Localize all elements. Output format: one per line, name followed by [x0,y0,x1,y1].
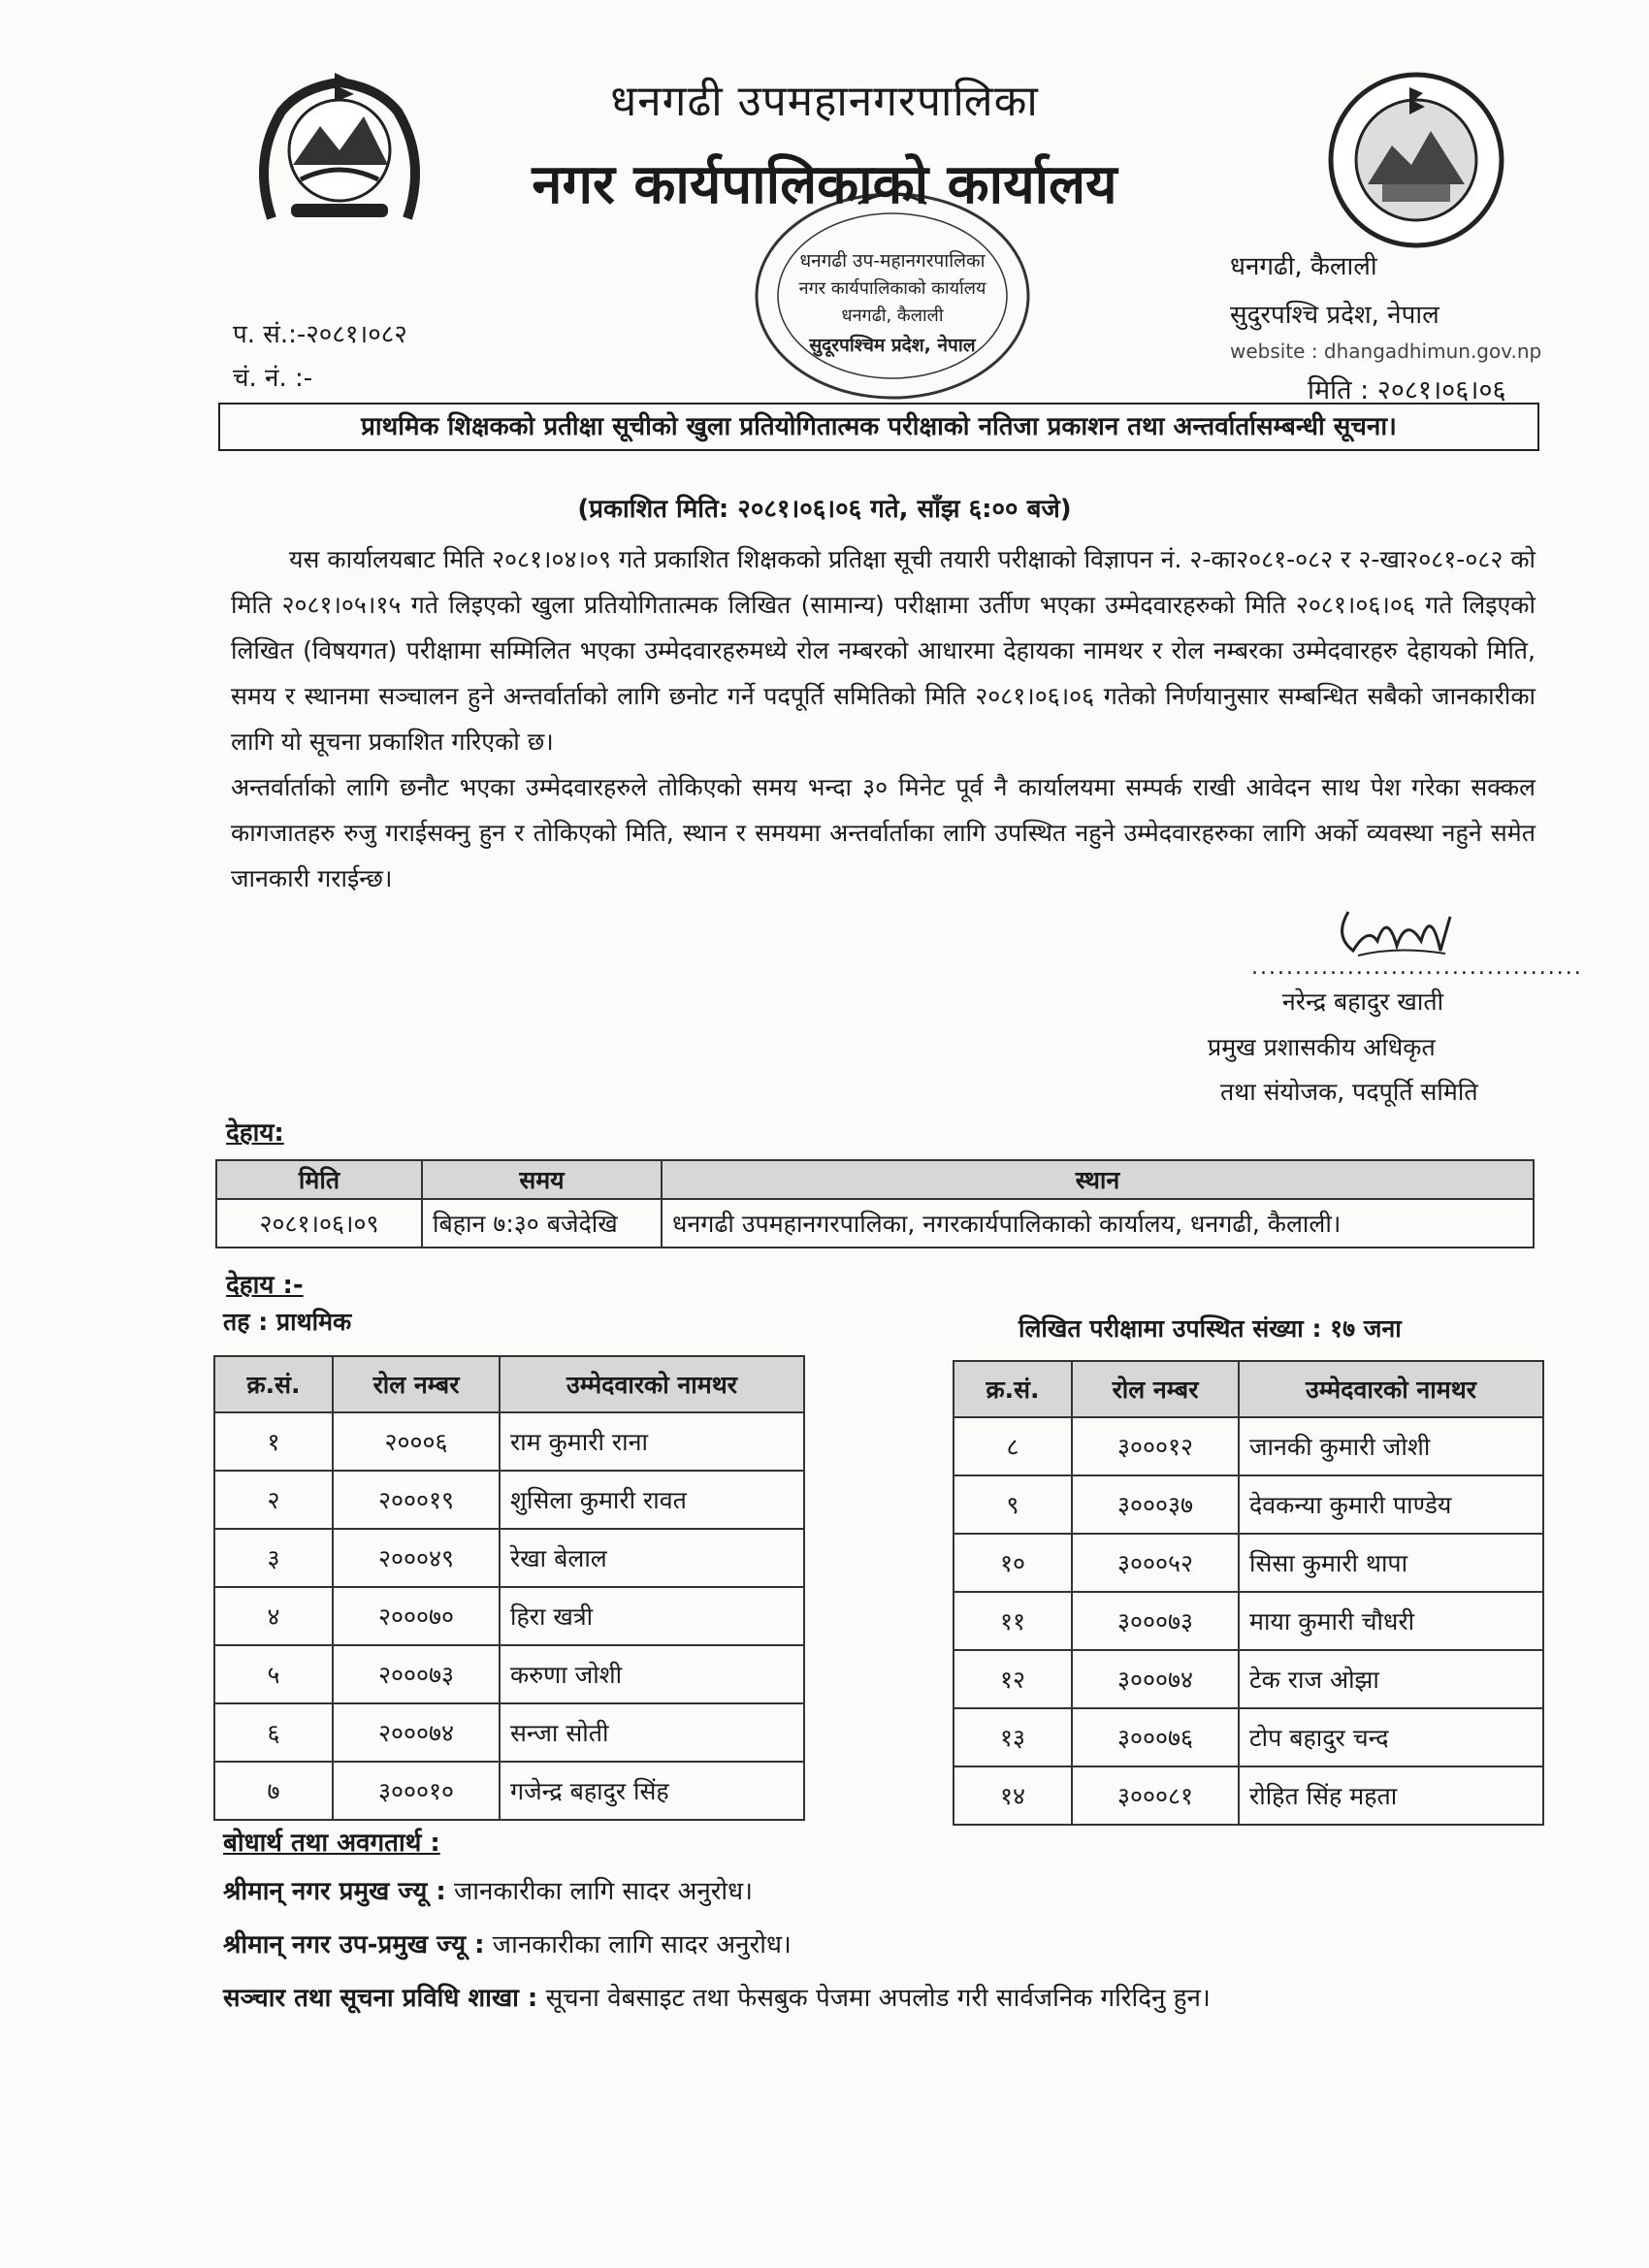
candidate-table-right [953,1360,1544,1826]
cc-row-it-section [223,1979,1211,2014]
svg-text:सुदूरपश्चिम प्रदेश, नेपाल: सुदूरपश्चिम प्रदेश, नेपाल [809,335,976,356]
candidate-roll: २०००६ [333,1412,500,1471]
cc-row-mayor [223,1872,753,1907]
svg-text:धनगढी उप-महानगरपालिका: धनगढी उप-महानगरपालिका [799,250,986,272]
table-row [954,1534,1543,1592]
interview-schedule-table [215,1159,1535,1248]
cc-message: जानकारीका लागि सादर अनुरोध। [484,1930,792,1960]
table-row [214,1412,804,1471]
table-row [954,1766,1543,1825]
notice-paragraph-1: यस कार्यालयबाट मिति २०८१।०४।०९ गते प्रकाशित शिक्षकको प्रतिक्षा सूची तयारी परीक्षाको विज्ञापन नं. २-का२०८१-०८२ र २-खा२०८१-०८२ को मिति २०८१।०५।१५ गते लिइएको खुला प्रतियोगितात्मक लिखित (सामान्य) परीक्षामा उर्तीण भएका उम्मेदवारहरुको मिति २०८१।०६।०६ गते लिइएको लिखित (विषयगत) परीक्षामा सम्मिलित भएका उम्मेदवारहरुमध्ये रोल नम्बरको आधारमा देहायका नामथर र रोल नम्बरका उम्मेदवारहरु देहायको मिति, समय र स्थानमा सञ्चालन हुने अन्तर्वार्ताको लागि छनोट गर्ने पदपूर्ति समितिको मिति २०८१।०६।०६ गतेको निर्णयानुसार सम्बन्धित सबैको जानकारीका लागि यो सूचना प्रकाशित गरिएको छ। [231,545,1536,756]
table-row [954,1475,1543,1534]
candidate-serial: ५ [214,1645,333,1703]
signatory-name: नरेन्द्र बहादुर खाती [1281,988,1444,1016]
candidate-name: राम कुमारी राना [500,1412,804,1471]
schedule-date: २०८१।०६।०९ [216,1199,422,1247]
candidate-roll: ३०००७३ [1072,1592,1239,1650]
candidate-name: सिसा कुमारी थापा [1239,1534,1543,1592]
dispatch-number: चं. नं. :- [233,364,313,393]
schedule-time: बिहान ७:३० बजेदेखि [422,1199,662,1247]
letter-date: मिति : २०८१।०६।०६ [1308,375,1506,405]
schedule-header-place: स्थान [662,1160,1534,1199]
table-row [214,1762,804,1820]
candidates-heading: देहाय :- [226,1271,304,1300]
cc-recipient: श्रीमान् नगर प्रमुख ज्यू : [223,1877,446,1906]
candidate-roll: २०००१९ [333,1471,500,1529]
col-name: उम्मेदवारको नामथर [500,1356,804,1412]
col-serial: क्र.सं. [954,1361,1072,1417]
table-row [214,1471,804,1529]
table-row [216,1199,1534,1247]
cc-message: जानकारीका लागि सादर अनुरोध। [445,1877,754,1906]
cc-recipient: श्रीमान् नगर उप-प्रमुख ज्यू : [223,1930,485,1960]
col-roll: रोल नम्बर [1072,1361,1239,1417]
col-name: उम्मेदवारको नामथर [1239,1361,1543,1417]
candidate-serial: २ [214,1471,333,1529]
candidate-roll: २०००४९ [333,1529,500,1587]
candidate-table-left [213,1355,805,1821]
notice-body [231,536,1536,901]
candidate-name: शुसिला कुमारी रावत [500,1471,804,1529]
candidate-serial: १२ [954,1650,1072,1708]
published-date: (प्रकाशित मिति: २०८१।०६।०६ गते, साँझ ६:०० बजे) [577,495,1072,524]
candidate-roll: ३०००७६ [1072,1708,1239,1766]
schedule-heading: देहाय: [226,1118,284,1148]
cc-heading: बोधार्थ तथा अवगतार्थ : [223,1829,440,1858]
candidate-name: हिरा खत्री [500,1587,804,1645]
candidate-roll: ३०००३७ [1072,1475,1239,1534]
candidate-roll: ३०००५२ [1072,1534,1239,1592]
candidate-roll: २०००७४ [333,1703,500,1762]
table-row [214,1703,804,1762]
candidate-serial: ६ [214,1703,333,1762]
candidate-name: करुणा जोशी [500,1645,804,1703]
attendance-count: लिखित परीक्षामा उपस्थित संख्या : १७ जना [1018,1314,1402,1343]
cc-recipient: सञ्चार तथा सूचना प्रविधि शाखा : [223,1984,538,2013]
signature-line: ...................................... [1251,956,1583,980]
office-name: नगर कार्यपालिकाको कार्यालय [532,153,1117,216]
svg-text:धनगढी, कैलाली: धनगढी, कैलाली [841,306,944,326]
schedule-place: धनगढी उपमहानगरपालिका, नगरकार्यपालिकाको कार्यालय, धनगढी, कैलाली। [662,1199,1534,1247]
cc-row-deputy-mayor [223,1926,792,1960]
candidate-serial: १४ [954,1766,1072,1825]
table-row [954,1417,1543,1475]
level-label: तह : प्राथमिक [223,1308,352,1336]
candidate-serial: १० [954,1534,1072,1592]
schedule-header-date: मिति [216,1160,422,1199]
reference-number: प. सं.:-२०८१।०८२ [233,320,407,349]
table-row [214,1645,804,1703]
candidate-name: टोप बहादुर चन्द [1239,1708,1543,1766]
candidate-serial: ७ [214,1762,333,1820]
candidate-serial: १३ [954,1708,1072,1766]
candidate-roll: २०००७३ [333,1645,500,1703]
candidate-name: रेखा बेलाल [500,1529,804,1587]
candidate-name: देवकन्या कुमारी पाण्डेय [1239,1475,1543,1534]
schedule-header-time: समय [422,1160,662,1199]
svg-text:नगर कार्यपालिकाको कार्यालय: नगर कार्यपालिकाको कार्यालय [798,278,986,299]
candidate-roll: २०००७० [333,1587,500,1645]
municipality-name: धनगढी उपमहानगरपालिका [610,77,1039,126]
table-row [954,1650,1543,1708]
col-roll: रोल नम्बर [333,1356,500,1412]
candidate-serial: ३ [214,1529,333,1587]
candidate-serial: ८ [954,1417,1072,1475]
signatory-role: तथा संयोजक, पदपूर्ति समिति [1220,1078,1478,1106]
candidate-roll: ३०००१० [333,1762,500,1820]
address-city: धनगढी, कैलाली [1230,252,1377,281]
signatory-title: प्रमुख प्रशासकीय अधिकृत [1208,1033,1436,1061]
candidate-serial: १ [214,1412,333,1471]
candidate-name: सन्जा सोती [500,1703,804,1762]
candidate-name: माया कुमारी चौधरी [1239,1592,1543,1650]
table-row [214,1587,804,1645]
candidate-serial: ११ [954,1592,1072,1650]
candidate-name: जानकी कुमारी जोशी [1239,1417,1543,1475]
signature [1222,897,1513,994]
candidate-roll: ३०००७४ [1072,1650,1239,1708]
candidate-serial: ४ [214,1587,333,1645]
table-row [214,1529,804,1587]
table-row [954,1708,1543,1766]
table-row [954,1592,1543,1650]
candidate-name: रोहित सिंह महता [1239,1766,1543,1825]
cc-message: सूचना वेबसाइट तथा फेसबुक पेजमा अपलोड गरी सार्वजनिक गरिदिनु हुन। [537,1984,1211,2013]
address-province: सुदुरपश्चि प्रदेश, नेपाल [1230,301,1439,330]
candidate-roll: ३०००८१ [1072,1766,1239,1825]
candidate-name: टेक राज ओझा [1239,1650,1543,1708]
candidate-name: गजेन्द्र बहादुर सिंह [500,1762,804,1820]
notice-subject: प्राथमिक शिक्षकको प्रतीक्षा सूचीको खुला प्रतियोगितात्मक परीक्षाको नतिजा प्रकाशन तथा अन्तर्वार्तासम्बन्धी सूचना। [218,403,1539,451]
notice-paragraph-2: अन्तर्वार्ताको लागि छनौट भएका उम्मेदवारहरुले तोकिएको समय भन्दा ३० मिनेट पूर्व नै कार्यालयमा सम्पर्क राखी आवेदन साथ पेश गरेका सक्कल कागजातहरु रुजु गराईसक्नु हुन र तोकिएको मिति, स्थान र समयमा अन्तर्वार्ताका लागि उपस्थित नहुने उम्मेदवारहरुका लागि अर्को व्यवस्था नहुने समेत जानकारी गराईन्छ। [231,773,1536,892]
candidate-serial: ९ [954,1475,1072,1534]
candidate-roll: ३०००१२ [1072,1417,1239,1475]
website-link[interactable]: website : dhangadhimun.gov.np [1230,340,1542,363]
col-serial: क्र.सं. [214,1356,333,1412]
